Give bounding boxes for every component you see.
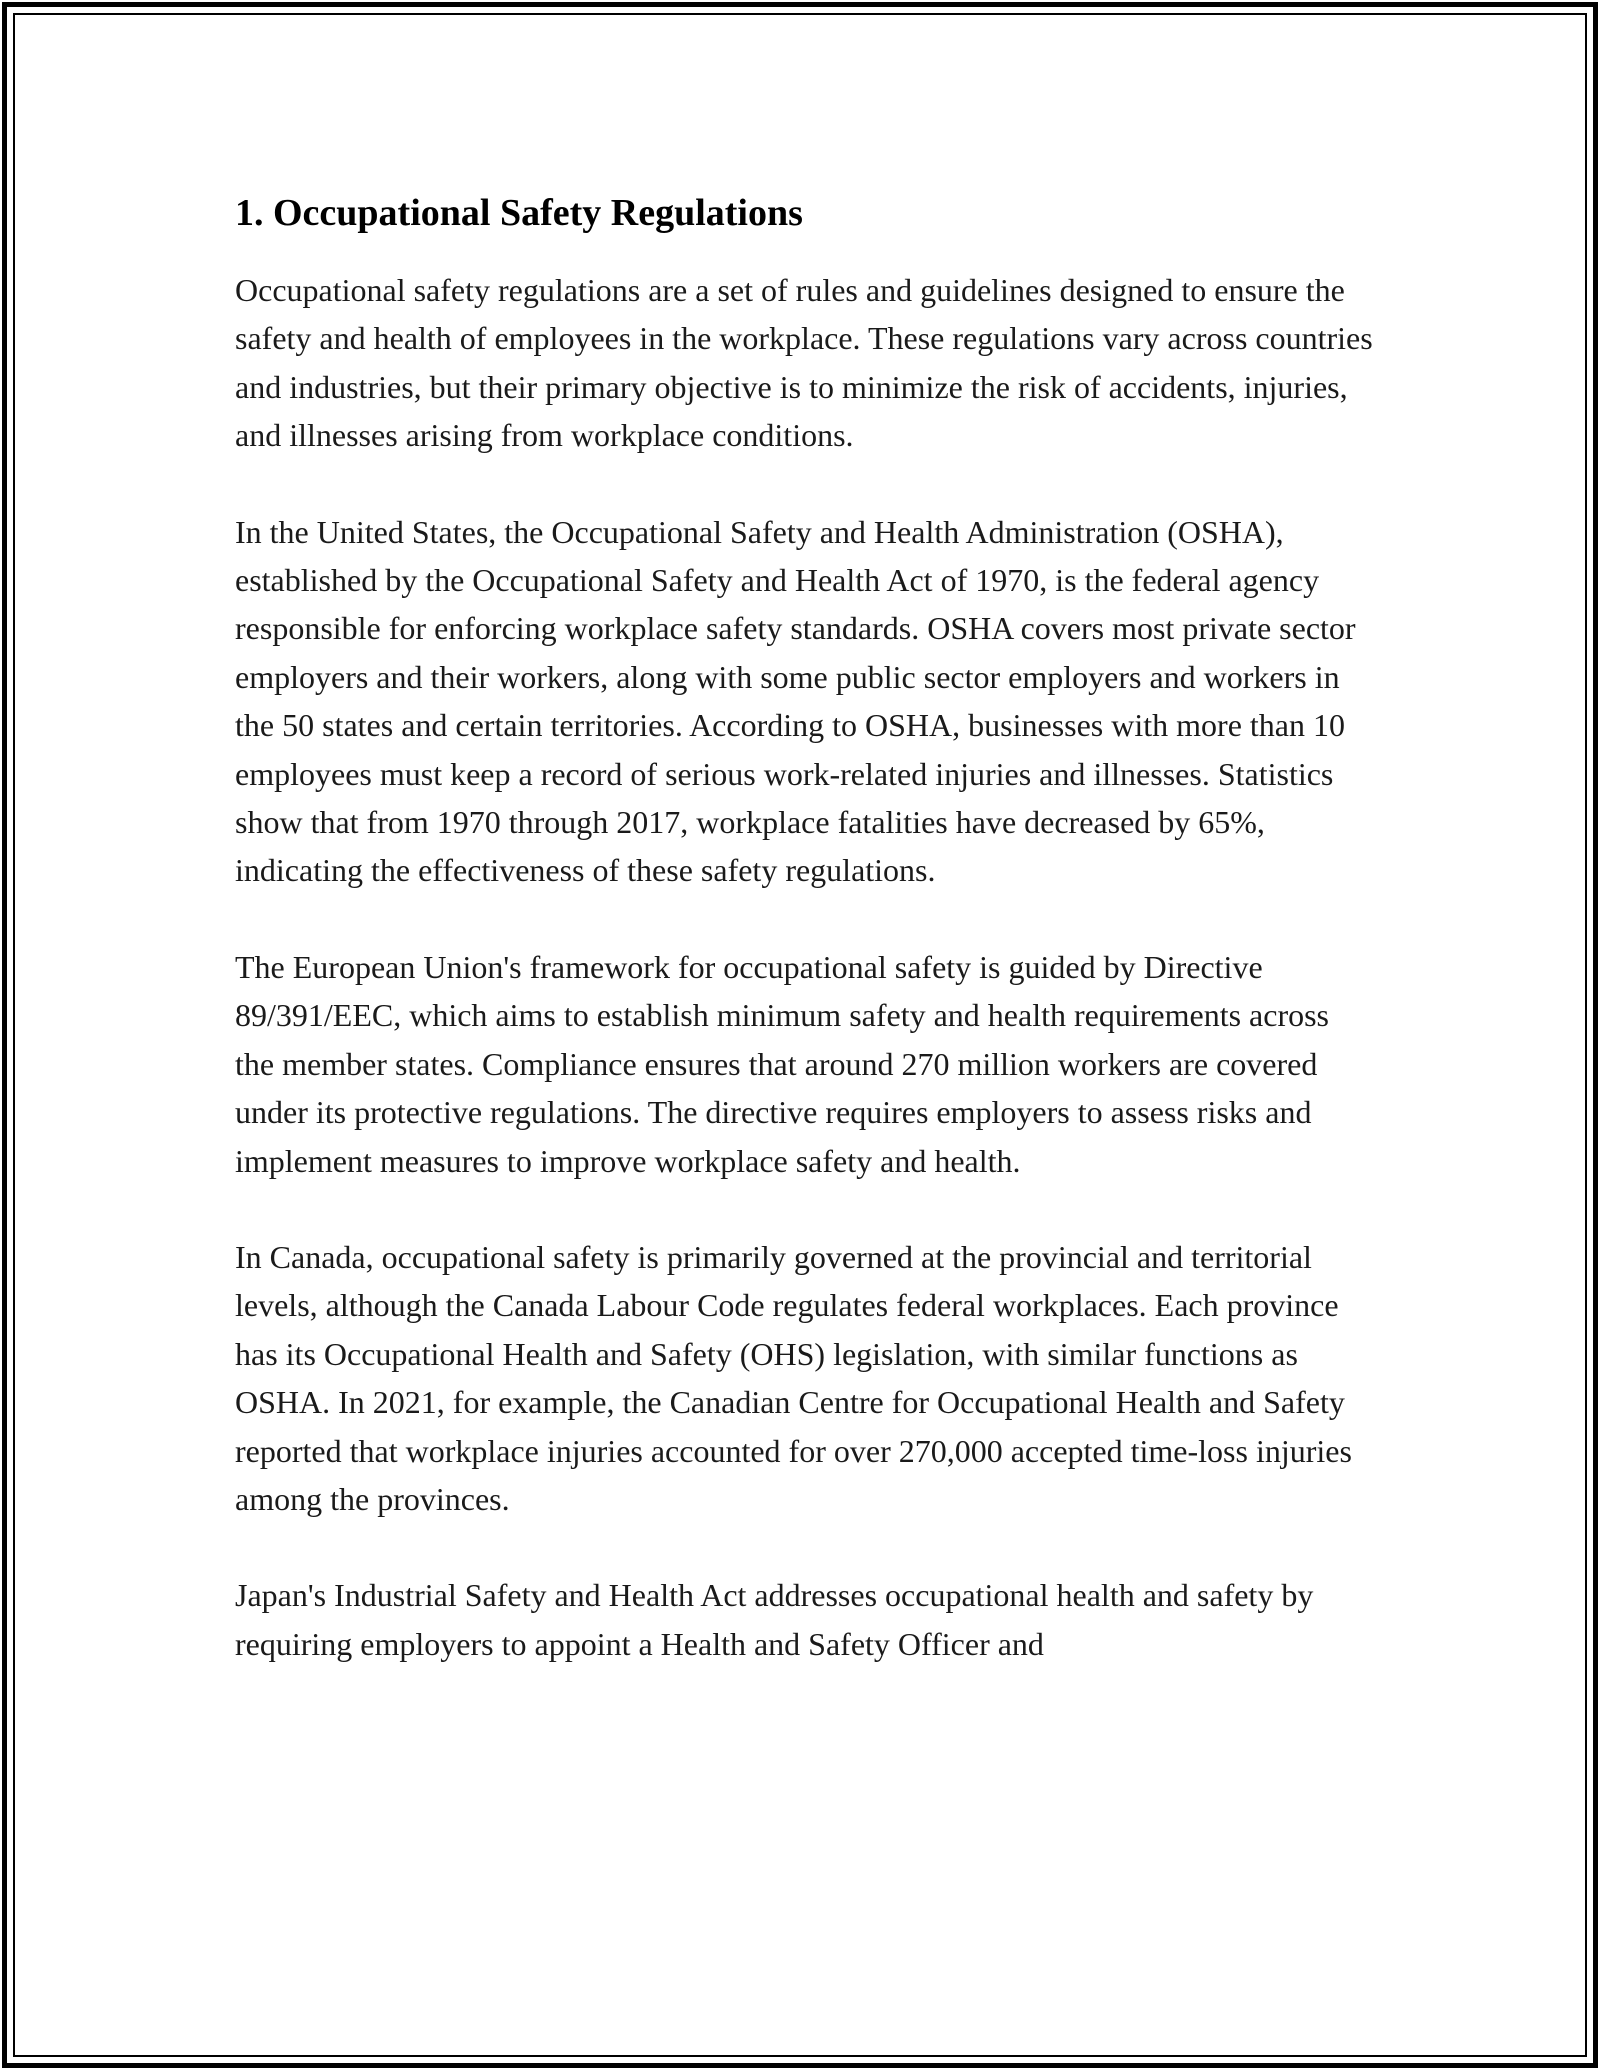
section-heading: 1. Occupational Safety Regulations bbox=[235, 192, 803, 234]
paragraph-canada: In Canada, occupational safety is primarily governed at the provincial and territorial levels, although the Canada Labour Code regulates federal workplaces. Each province has its Occupational Health and Safety (OHS) legislation, with similar functions as OSHA. In 2021, for example, the Canadian Centre for Occupational Health and Safety reported that workplace injuries accounted for over 270,000 accepted time-loss injuries among the provinces. bbox=[235, 1238, 1352, 1517]
document-body bbox=[235, 186, 1375, 1716]
paragraph-intro: Occupational safety regulations are a set of rules and guidelines designed to ensure the safety and health of employees in the workplace. These regulations vary across countries and industries, but their primary objective is to minimize the risk of accidents, injuries, and illnesses arising from workplace conditions. bbox=[235, 272, 1373, 454]
paragraph-japan: Japan's Industrial Safety and Health Act addresses occupational health and safety by requiring employers to appoint a Health and Safety Officer and bbox=[235, 1577, 1314, 1662]
paragraph-united-states: In the United States, the Occupational Safety and Health Administration (OSHA), established by the Occupational Safety and Health Act of 1970, is the federal agency responsible for enforcing workplace safety standards. OSHA covers most private sector employers and their workers, along with some public sector employers and workers in the 50 states and certain territories. According to OSHA, businesses with more than 10 employees must keep a record of serious work-related injuries and illnesses. Statistics show that from 1970 through 2017, workplace fatalities have decreased by 65%, indicating the effectiveness of these safety regulations. bbox=[235, 513, 1356, 889]
paragraph-european-union: The European Union's framework for occupational safety is guided by Directive 89/391/EEC, which aims to establish minimum safety and health requirements across the member states. Compliance ensures that around 270 million workers are covered under its protective regulations. The directive requires employers to assess risks and implement measures to improve workplace safety and health. bbox=[235, 948, 1329, 1179]
